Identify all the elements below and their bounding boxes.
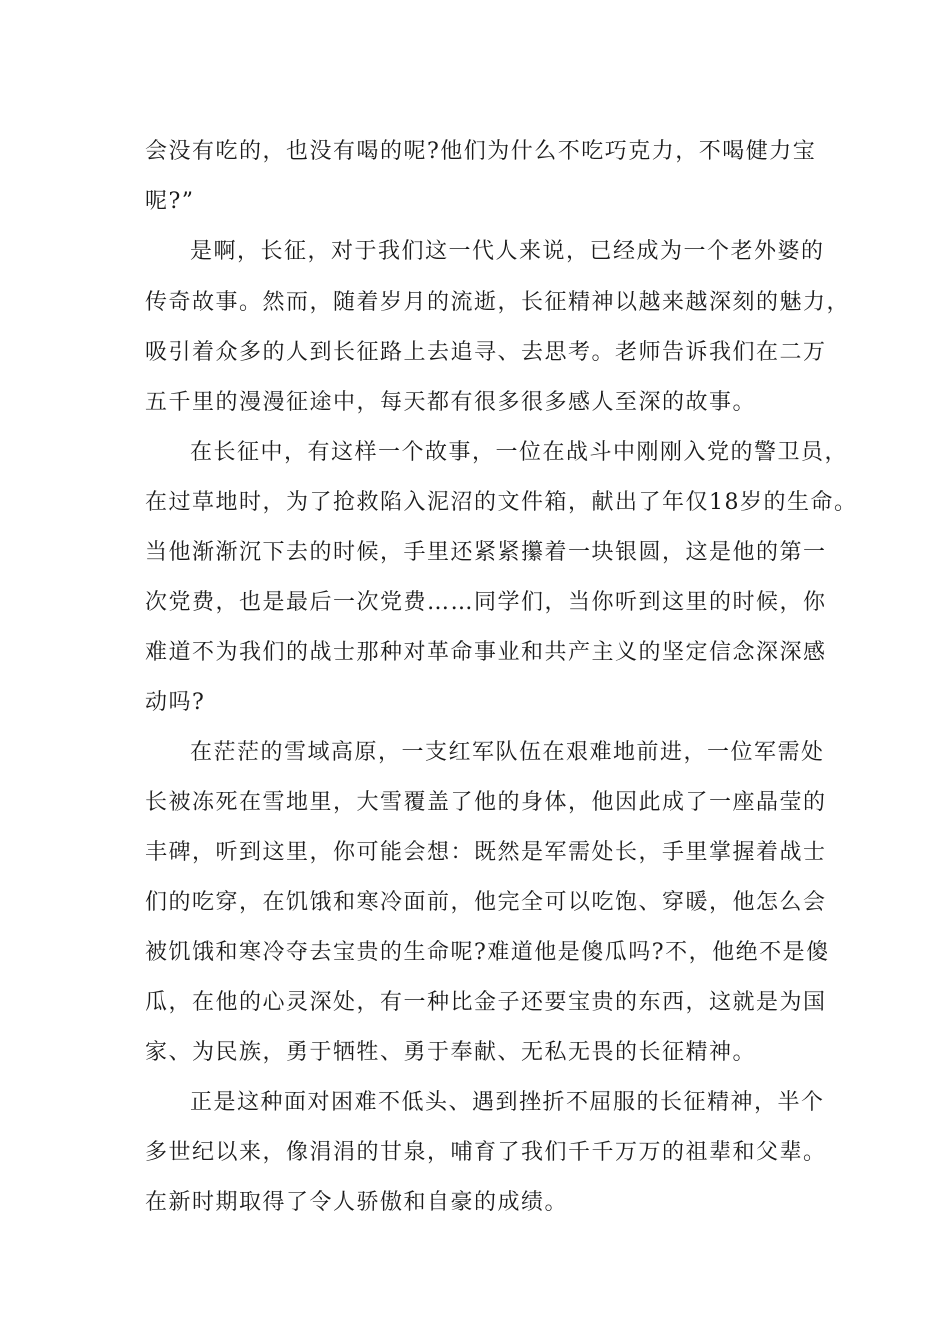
text-line: 呢?”: [145, 189, 195, 214]
text-line: 次党费，也是最后一次党费……同学们，当你听到这里的时候，你: [145, 590, 827, 615]
text-line: 家、为民族，勇于牺牲、勇于奉献、无私无畏的长征精神。: [145, 1040, 757, 1065]
text-line: 传奇故事。然而，随着岁月的流逝，长征精神以越来越深刻的魅力，: [145, 290, 851, 315]
text-line: 丰碑，听到这里，你可能会想：既然是军需处长，手里掌握着战士: [145, 840, 827, 865]
paragraph-start-line: 是啊，长征，对于我们这一代人来说，已经成为一个老外婆的: [190, 239, 825, 264]
text-line: 吸引着众多的人到长征路上去追寻、去思考。老师告诉我们在二万: [145, 340, 827, 365]
text-line: 瓜，在他的心灵深处，有一种比金子还要宝贵的东西，这就是为国: [145, 990, 827, 1015]
text-line: 们的吃穿，在饥饿和寒冷面前，他完全可以吃饱、穿暖，他怎么会: [145, 890, 827, 915]
text-line: 当他渐渐沉下去的时候，手里还紧紧攥着一块银圆，这是他的第一: [145, 540, 827, 565]
paragraph-start-line: 正是这种面对困难不低头、遇到挫折不屈服的长征精神，半个: [190, 1090, 825, 1115]
text-line: 长被冻死在雪地里，大雪覆盖了他的身体，他因此成了一座晶莹的: [145, 790, 827, 815]
text-line: 会没有吃的，也没有喝的呢?他们为什么不吃巧克力，不喝健力宝: [145, 139, 817, 164]
text-line: 多世纪以来，像涓涓的甘泉，哺育了我们千千万万的祖辈和父辈。: [145, 1140, 827, 1165]
paragraph-start-line: 在长征中，有这样一个故事，一位在战斗中刚刚入党的警卫员，: [190, 440, 849, 465]
text-line: 五千里的漫漫征途中，每天都有很多很多感人至深的故事。: [145, 390, 757, 415]
text-line: 难道不为我们的战士那种对革命事业和共产主义的坚定信念深深感: [145, 640, 827, 665]
text-line: 在新时期取得了令人骄傲和自豪的成绩。: [145, 1190, 569, 1215]
paragraph-start-line: 在茫茫的雪域高原，一支红军队伍在艰难地前进，一位军需处: [190, 740, 825, 765]
text-line: 被饥饿和寒冷夺去宝贵的生命呢?难道他是傻瓜吗?不，他绝不是傻: [145, 940, 830, 965]
text-line: 动吗?: [145, 690, 206, 715]
text-line: 在过草地时，为了抢救陷入泥沼的文件箱，献出了年仅18岁的生命。: [145, 490, 858, 515]
